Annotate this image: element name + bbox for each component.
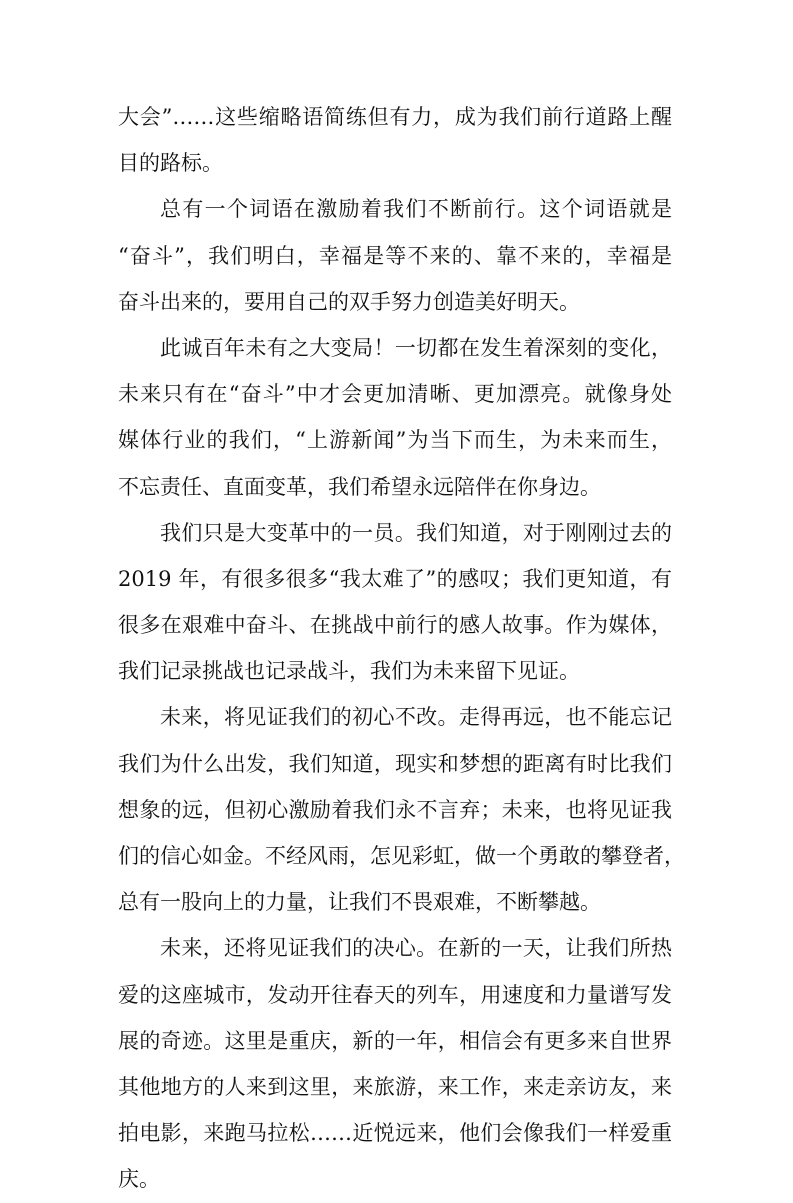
text-line: 2019 年，有很多很多“我太难了”的感叹；我们更知道，有 — [118, 566, 672, 591]
paragraph — [118, 694, 685, 925]
text-line: 未来，将见证我们的初心不改。走得再远，也不能忘记 — [160, 705, 672, 730]
text-line: 庆。 — [118, 1167, 160, 1192]
text-line: 此诚百年未有之大变局！一切都在发生着深刻的变化， — [160, 335, 672, 360]
text-line: 总有一个词语在激励着我们不断前行。这个词语就是 — [160, 197, 672, 222]
document-page — [118, 94, 685, 1203]
paragraph — [118, 186, 672, 325]
text-line: 不忘责任、直面变革，我们希望永远陪伴在你身边。 — [118, 474, 601, 499]
text-line: 其他地方的人来到这里，来旅游，来工作，来走亲访友，来 — [118, 1074, 672, 1099]
paragraph — [118, 325, 672, 510]
text-line: 奋斗出来的，要用自己的双手努力创造美好明天。 — [118, 289, 580, 314]
text-line: 我们记录挑战也记录战斗，我们为未来留下见证。 — [118, 659, 580, 684]
text-line: “奋斗”，我们明白，幸福是等不来的、靠不来的，幸福是 — [118, 243, 672, 268]
text-line: 拍电影，来跑马拉松……近悦远来，他们会像我们一样爱重 — [118, 1121, 672, 1146]
text-line: 我们只是大变革中的一员。我们知道，对于刚刚过去的 — [160, 520, 672, 545]
paragraph — [118, 925, 672, 1202]
paragraph — [118, 510, 672, 695]
text-line: 目的路标。 — [118, 151, 223, 176]
text-line: 媒体行业的我们，“上游新闻”为当下而生，为未来而生， — [118, 428, 672, 453]
text-line: 很多在艰难中奋斗、在挑战中前行的感人故事。作为媒体， — [118, 613, 672, 638]
text-line: 我们为什么出发，我们知道，现实和梦想的距离有时比我们 — [118, 751, 672, 776]
text-line: 未来只有在“奋斗”中才会更加清晰、更加漂亮。就像身处 — [118, 382, 672, 407]
text-line: 展的奇迹。这里是重庆，新的一年，相信会有更多来自世界 — [118, 1028, 672, 1053]
text-line: 总有一股向上的力量，让我们不畏艰难，不断攀越。 — [118, 890, 601, 915]
text-line: 们的信心如金。不经风雨，怎见彩虹，做一个勇敢的攀登者， — [118, 844, 685, 868]
text-line: 大会”……这些缩略语简练但有力，成为我们前行道路上醒 — [118, 105, 672, 129]
text-line: 未来，还将见证我们的决心。在新的一天，让我们所热 — [160, 936, 672, 961]
text-line: 爱的这座城市，发动开往春天的列车，用速度和力量谱写发 — [118, 982, 672, 1007]
text-line: 想象的远，但初心激励着我们永不言弃；未来，也将见证我 — [118, 797, 672, 822]
paragraph — [118, 94, 672, 186]
